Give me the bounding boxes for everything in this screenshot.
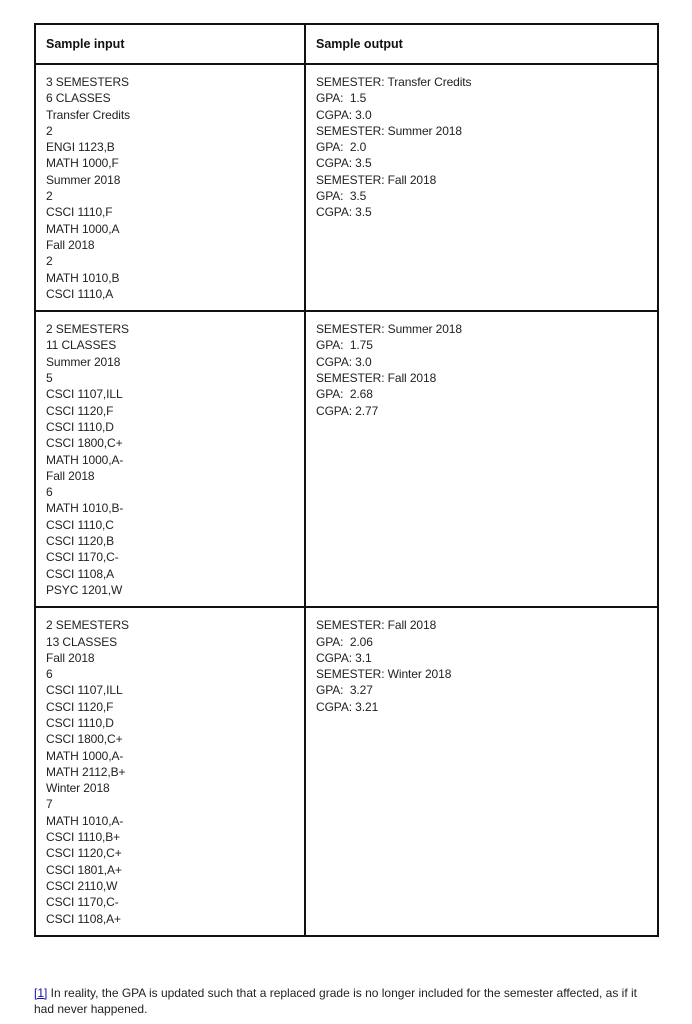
- sample-output-line: GPA: 1.5: [316, 91, 367, 106]
- footnote: [34, 985, 659, 1017]
- sample-output-line: CGPA: 3.5: [316, 205, 372, 220]
- sample-input-line: 6: [46, 485, 53, 500]
- sample-output-header: Sample output: [305, 24, 658, 64]
- sample-input-line: CSCI 1120,B: [46, 534, 115, 549]
- sample-input-line: Fall 2018: [46, 237, 95, 252]
- table-row: [35, 607, 658, 936]
- sample-input-line: 2: [46, 189, 53, 204]
- sample-input-line: Summer 2018: [46, 354, 121, 369]
- sample-output-cell: [305, 607, 658, 936]
- sample-input-line: 2: [46, 123, 53, 138]
- sample-input-line: MATH 2112,B+: [46, 764, 126, 779]
- sample-input-line: 2: [46, 254, 53, 269]
- sample-input-line: CSCI 1110,A: [46, 286, 114, 301]
- sample-output-line: GPA: 3.27: [316, 683, 373, 698]
- sample-input-line: CSCI 1107,ILL: [46, 387, 123, 402]
- sample-input-line: CSCI 1108,A+: [46, 911, 121, 926]
- sample-input-line: 7: [46, 797, 53, 812]
- sample-output-line: GPA: 1.75: [316, 338, 373, 353]
- sample-output-line: SEMESTER: Summer 2018: [316, 322, 462, 337]
- sample-input-line: 11 CLASSES: [46, 338, 117, 353]
- samples-table: [34, 23, 659, 937]
- sample-input-line: CSCI 1108,A: [46, 566, 115, 581]
- sample-input-line: 6: [46, 667, 53, 682]
- sample-input-line: 2 SEMESTERS: [46, 618, 129, 633]
- sample-input-line: CSCI 1800,C+: [46, 436, 123, 451]
- sample-input-line: MATH 1010,A-: [46, 813, 124, 828]
- sample-input-line: CSCI 1110,F: [46, 205, 113, 220]
- sample-output-line: SEMESTER: Winter 2018: [316, 667, 452, 682]
- sample-output-cell: [305, 64, 658, 311]
- sample-input-line: CSCI 1110,C: [46, 517, 114, 532]
- sample-input-cell: [35, 64, 305, 311]
- sample-input-line: MATH 1000,A: [46, 221, 120, 236]
- sample-input-line: 3 SEMESTERS: [46, 75, 129, 89]
- sample-input-cell: [35, 607, 305, 936]
- sample-input-line: MATH 1010,B: [46, 270, 120, 285]
- sample-input-line: Fall 2018: [46, 468, 95, 483]
- sample-input-line: 2 SEMESTERS: [46, 322, 129, 337]
- sample-input-line: PSYC 1201,W: [46, 582, 123, 597]
- sample-output-line: GPA: 2.06: [316, 634, 373, 649]
- sample-input-line: CSCI 1120,F: [46, 699, 114, 714]
- sample-input-line: MATH 1000,F: [46, 156, 119, 171]
- sample-input-line: 13 CLASSES: [46, 634, 118, 649]
- sample-input-line: ENGI 1123,B: [46, 140, 115, 155]
- sample-output-line: CGPA: 2.77: [316, 403, 379, 418]
- sample-output-line: CGPA: 3.21: [316, 699, 379, 714]
- sample-output-line: CGPA: 3.0: [316, 354, 372, 369]
- footnote-reference-link[interactable]: [1]: [34, 986, 48, 1000]
- sample-output-line: CGPA: 3.1: [316, 650, 372, 665]
- sample-input-line: CSCI 1120,C+: [46, 846, 122, 861]
- table-row: [35, 64, 658, 311]
- sample-input-line: CSCI 1120,F: [46, 403, 114, 418]
- sample-input-cell: [35, 311, 305, 607]
- sample-output-line: SEMESTER: Fall 2018: [316, 172, 437, 187]
- sample-input-line: CSCI 2110,W: [46, 878, 118, 893]
- sample-input-line: CSCI 1110,B+: [46, 830, 121, 845]
- sample-input-line: CSCI 1107,ILL: [46, 683, 123, 698]
- sample-output-line: CGPA: 3.0: [316, 107, 372, 122]
- sample-input-line: 5: [46, 371, 53, 386]
- sample-input-line: Summer 2018: [46, 172, 121, 187]
- sample-output-line: SEMESTER: Transfer Credits: [316, 75, 472, 89]
- sample-input-header: Sample input: [35, 24, 305, 64]
- sample-input-line: CSCI 1800,C+: [46, 732, 123, 747]
- sample-input-line: CSCI 1170,C-: [46, 550, 119, 565]
- sample-output-line: GPA: 2.68: [316, 387, 373, 402]
- sample-input-line: CSCI 1170,C-: [46, 895, 119, 910]
- sample-input-line: MATH 1010,B-: [46, 501, 124, 516]
- sample-input-line: MATH 1000,A-: [46, 748, 124, 763]
- table-row: [35, 311, 658, 607]
- table-header-row: [35, 24, 658, 64]
- sample-output-line: SEMESTER: Fall 2018: [316, 618, 437, 633]
- sample-output-line: CGPA: 3.5: [316, 156, 372, 171]
- sample-output-cell: [305, 311, 658, 607]
- sample-input-line: MATH 1000,A-: [46, 452, 124, 467]
- sample-input-line: CSCI 1110,D: [46, 715, 114, 730]
- sample-input-line: 6 CLASSES: [46, 91, 111, 106]
- sample-output-line: GPA: 2.0: [316, 140, 367, 155]
- sample-output-line: SEMESTER: Summer 2018: [316, 123, 462, 138]
- sample-input-line: Transfer Credits: [46, 107, 130, 122]
- footnote-text: In reality, the GPA is updated such that a replaced grade is no longer included for the semester affected, as if it had never happened.: [34, 986, 638, 1016]
- table-body: [35, 64, 658, 936]
- sample-output-line: SEMESTER: Fall 2018: [316, 371, 437, 386]
- sample-input-line: CSCI 1110,D: [46, 419, 114, 434]
- sample-input-line: Fall 2018: [46, 650, 95, 665]
- sample-output-line: GPA: 3.5: [316, 189, 367, 204]
- sample-input-line: Winter 2018: [46, 781, 110, 796]
- sample-input-line: CSCI 1801,A+: [46, 862, 122, 877]
